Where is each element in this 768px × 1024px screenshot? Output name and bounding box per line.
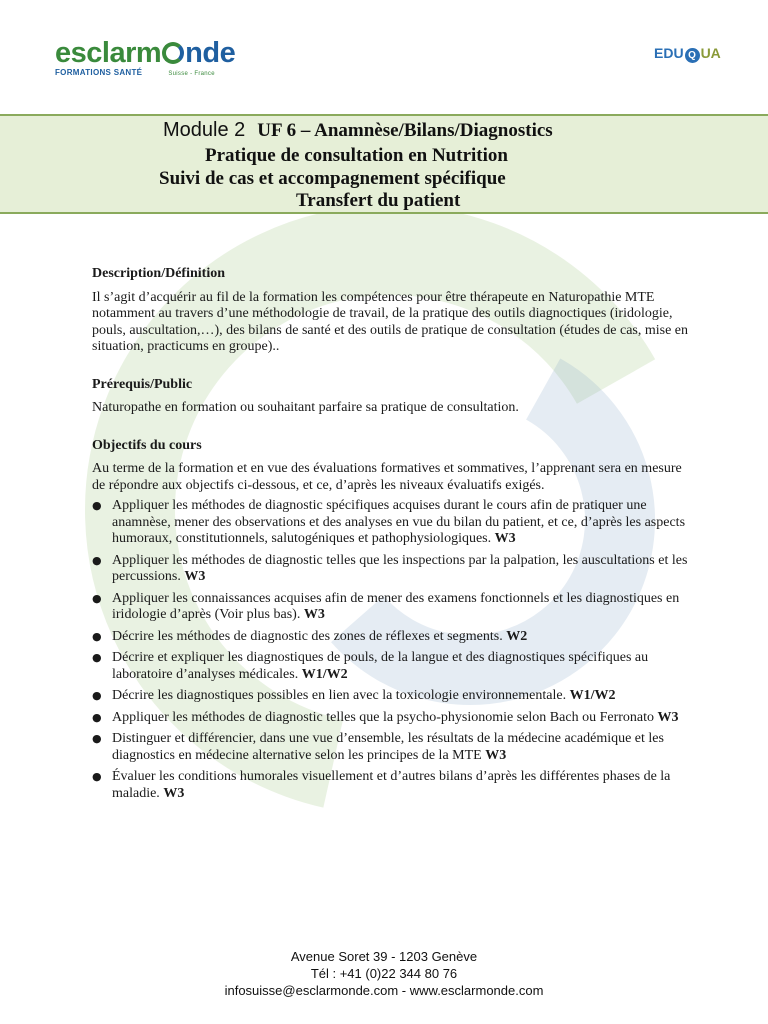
logo-text-part2: nde — [185, 37, 236, 69]
bullet-icon: ● — [92, 689, 102, 702]
logo-text-part1: esclarm — [55, 37, 162, 69]
objective-level: W1/W2 — [301, 666, 348, 682]
objective-level: W3 — [485, 747, 507, 763]
section-title-objectifs: Objectifs du cours — [92, 437, 202, 453]
list-item — [92, 650, 692, 683]
objective-level: W3 — [494, 531, 516, 546]
objective-level: W3 — [163, 785, 185, 801]
title-line-2: Pratique de consultation en Nutrition — [205, 145, 508, 166]
list-item — [92, 769, 692, 802]
bullet-icon: ● — [92, 770, 102, 783]
bullet-icon: ● — [92, 553, 102, 567]
module-label: Module 2 — [163, 119, 246, 141]
list-item — [92, 629, 692, 646]
logo-subtitle: FORMATIONS SANTÉ — [55, 68, 143, 77]
footer-address: Avenue Soret 39 - 1203 Genève — [290, 949, 478, 964]
section-title-description: Description/Définition — [92, 266, 225, 281]
bullet-icon: ● — [92, 629, 102, 643]
bullet-icon: ● — [92, 499, 102, 512]
objectifs-intro: Au terme de la formation et en vue des évaluations formatives et sommatives, l’apprenant sera en mesure de répondre aux objectifs ci-dessous, et ce, d’après les niveaux évaluatifs exigés. — [92, 461, 682, 493]
uf-title: UF 6 – Anamnèse/Bilans/Diagnostics — [257, 120, 553, 141]
bullet-icon: ● — [92, 651, 102, 664]
logo-region: Suisse - France — [168, 71, 215, 77]
title-line-3: Suivi de cas et accompagnement spécifique — [159, 168, 506, 189]
footer-phone: Tél : +41 (0)22 344 80 76 — [310, 966, 458, 981]
objectives-list — [92, 498, 692, 802]
title-line-4: Transfert du patient — [296, 190, 461, 211]
list-item — [92, 498, 692, 548]
eduqua-text-part1: EDU — [654, 45, 684, 61]
footer-contact[interactable]: infosuisse@esclarmonde.com - www.esclarmonde.com — [224, 983, 544, 998]
objective-text: Appliquer les connaissances acquises afin de mener des examens fonctionnels et les diagnostiques en iridologie d’après (Voir plus bas). — [112, 590, 680, 622]
eduqua-text-part2: UA — [700, 45, 721, 61]
list-item — [92, 591, 692, 624]
description-text: Il s’agit d’acquérir au fil de la formation les compétences pour être thérapeute en Naturopathie MTE notamment au travers d’une méthodologie de travail, de la pratique des outils diagnoctiques (iridologie, pouls, auscultation,…), des bilans de santé et des outils de pratique de consultation (études de cas, mise en situation, practicums en groupe).. — [92, 289, 689, 354]
objective-text: Appliquer les méthodes de diagnostic spécifiques acquises durant le cours afin de pratiquer une anamnèse, mener des observations et des analyses en vue du bilan du patient, et ce, d’après les aspects humoraux, constitutionnels, salutogéniques et pathophysiologiques. — [112, 498, 686, 546]
list-item — [92, 553, 692, 586]
list-item — [92, 731, 692, 764]
objective-level: W1/W2 — [569, 688, 616, 703]
objective-level: W2 — [506, 628, 528, 644]
list-item — [92, 710, 692, 727]
section-title-prerequis: Prérequis/Public — [92, 376, 193, 392]
eduqua-q-badge: Q — [685, 48, 700, 63]
objective-level: W3 — [303, 607, 325, 622]
title-line-1 — [163, 119, 553, 142]
eduqua-logo — [654, 45, 721, 63]
objective-text: Décrire les diagnostiques possibles en lien avec la toxicologie environnementale. — [112, 688, 567, 703]
objective-text: Évaluer les conditions humorales visuellement et d’autres bilans d’après les différentes phases de la maladie. — [112, 769, 671, 801]
objective-text: Appliquer les méthodes de diagnostic telles que les inspections par la palpation, les auscultations et les percussions. — [112, 552, 688, 584]
objective-text: Distinguer et différencier, dans une vue d’ensemble, les résultats de la médecine académique et les diagnostics en médecine alternative selon les principes de la MTE — [112, 731, 664, 763]
esclarmonde-logo — [55, 38, 235, 77]
bullet-icon: ● — [92, 710, 102, 724]
bullet-icon: ● — [92, 591, 102, 605]
objective-level: W3 — [657, 709, 679, 725]
objective-text: Décrire et expliquer les diagnostiques de pouls, de la langue et des diagnostiques spécifiques au laboratoire d’analyses médicales. — [112, 650, 649, 682]
page-footer — [0, 948, 768, 999]
document-body — [92, 266, 692, 807]
objective-text: Appliquer les méthodes de diagnostic telles que la psycho-physionomie selon Bach ou Ferronato — [112, 709, 654, 725]
bullet-icon: ● — [92, 732, 102, 745]
objective-level: W3 — [184, 569, 206, 584]
list-item — [92, 688, 692, 705]
objective-text: Décrire les méthodes de diagnostic des zones de réflexes et segments. — [112, 628, 503, 644]
prerequis-text: Naturopathe en formation ou souhaitant parfaire sa pratique de consultation. — [92, 400, 519, 415]
logo-globe-icon — [162, 42, 184, 64]
